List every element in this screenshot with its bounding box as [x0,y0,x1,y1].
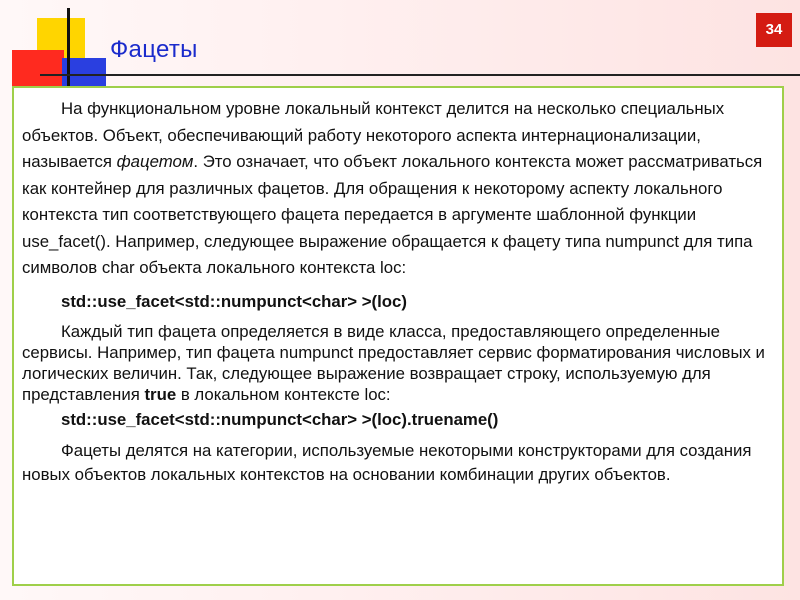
keyword-true: true [144,384,177,404]
slide-number-badge: 34 [756,13,792,47]
paragraph-categories: Фацеты делятся на категории, используемые некоторыми конструкторами для создания новых объектов локальных контекстов на основании комбинации других объектов. [22,440,752,484]
code-example-1: std::use_facet<std::numpunct<char> >(loc) [61,291,407,311]
title-underline [40,74,800,76]
decorative-vertical-line [67,8,70,88]
paragraph-facet-types [22,321,774,405]
paragraph-intro-text-1: На функциональном уровне локальный контекст делится на несколько специальных объектов. Объект, обеспечивающий работу некоторого аспекта интернационализации, называется [22,99,725,171]
paragraph-intro-text-2: . Это означает, что объект локального контекста может рассматриваться как контейнер для различных фацетов. Для обращения к некоторому аспекту локального контекста тип соответствующего фацета передается в аргументе шаблонной функции use_facet(). Например, следующее выражение обращается к фацету типа numpunct для типа символов char объекта локального контекста loc: [22,152,763,277]
paragraph-intro [22,96,774,282]
term-facet: фацетом [116,152,194,171]
paragraph-facet-types-text-2: в локальном контексте loc: [176,384,391,404]
code-example-2: std::use_facet<std::numpunct<char> >(loc).truename() [61,409,499,429]
paragraph-facet-types-text-1: Каждый тип фацета определяется в виде класса, предоставляющего определенные сервисы. Например, тип фацета numpunct предоставляет сервис форматирования числовых и логических величин. Так, следующее выражение возвращает строку, используемую для представления [22,321,765,404]
page-title: Фацеты [110,36,198,63]
slide-content [12,86,784,586]
decorative-red-square [12,50,64,90]
